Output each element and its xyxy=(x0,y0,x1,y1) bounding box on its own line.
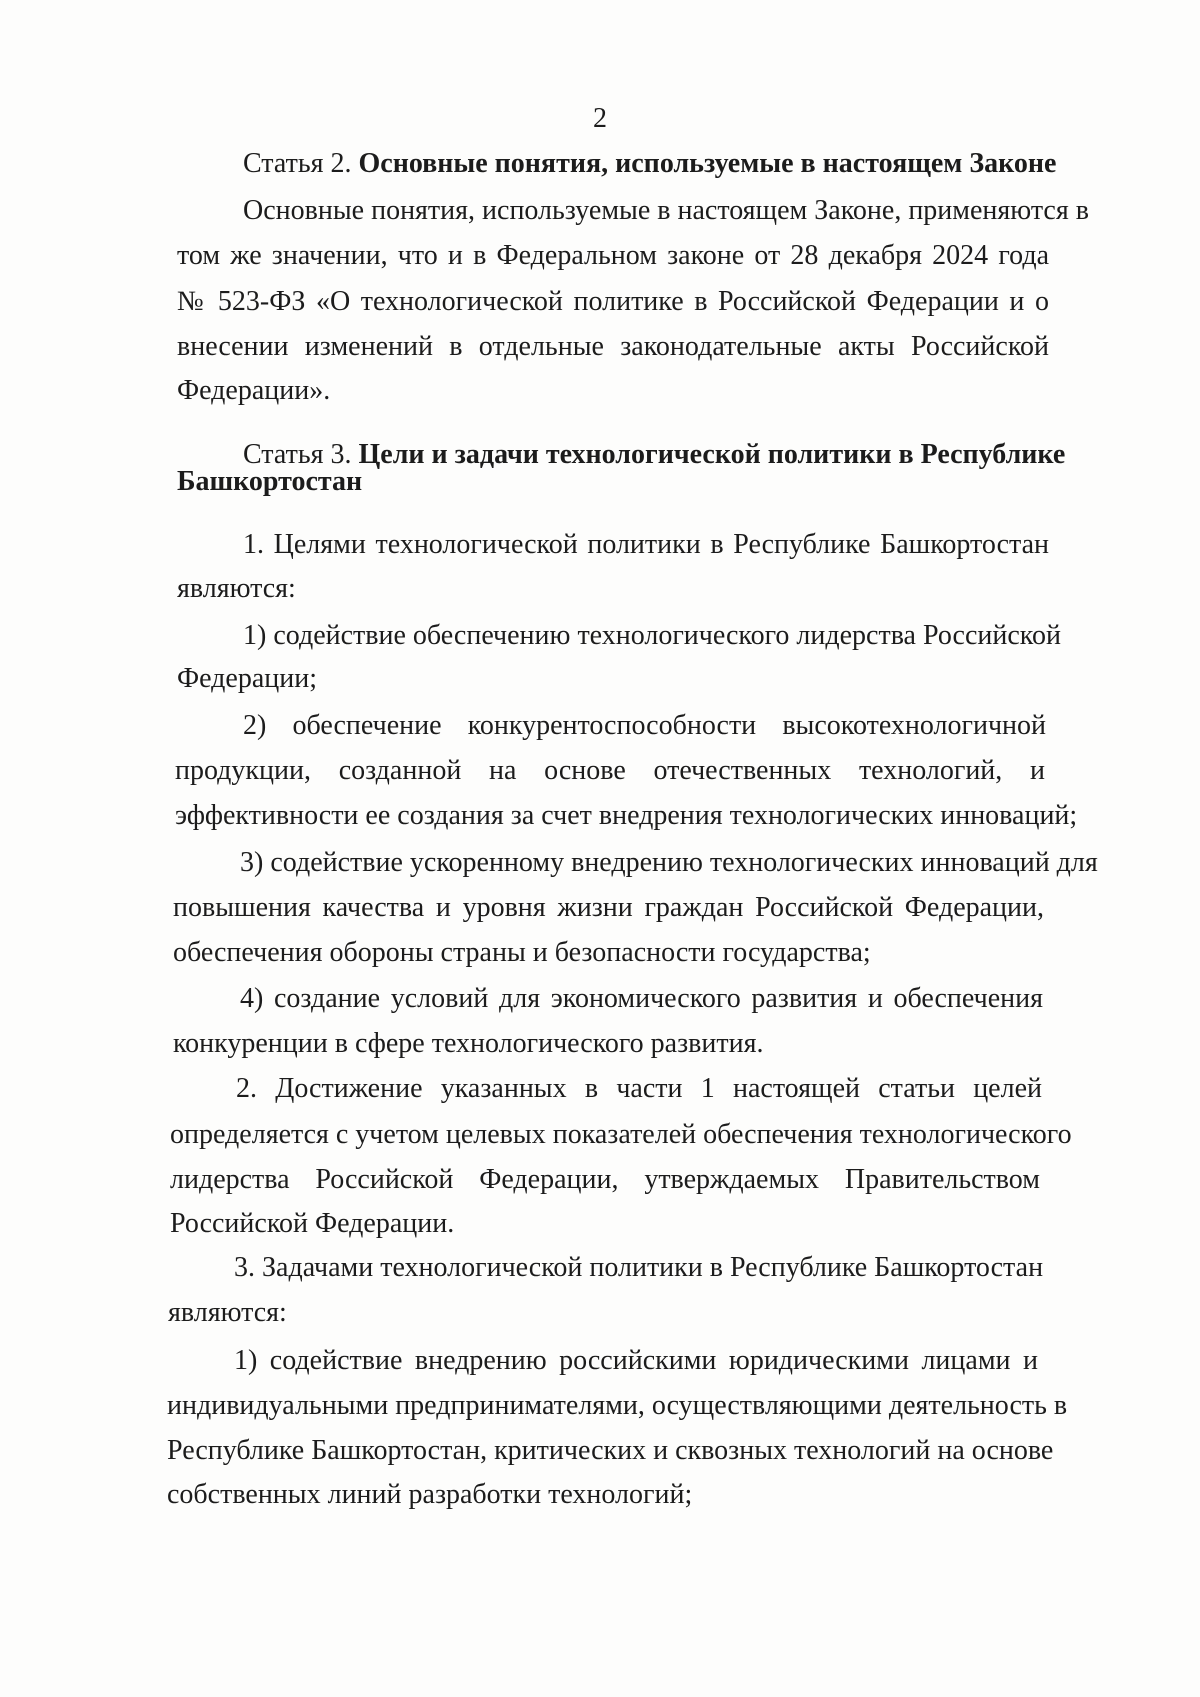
article-3-line: 2. Достижение указанных в части 1 настоящей статьи целей xyxy=(236,1073,1042,1104)
article-3-line: 1. Целями технологической политики в Республике Башкортостан xyxy=(243,529,1049,560)
article-3-line: Федерации; xyxy=(177,663,318,694)
article-3-line: 1) содействие внедрению российскими юридическими лицами и xyxy=(234,1345,1038,1376)
article-3-title-continued: Башкортостан xyxy=(177,466,363,497)
article-3-line: обеспечения обороны страны и безопасности государства; xyxy=(173,937,871,968)
article-3-line: продукции, созданной на основе отечественных технологий, и xyxy=(175,755,1045,786)
article-3-line: Российской Федерации. xyxy=(170,1208,455,1239)
article-3-line: конкуренции в сфере технологического развития. xyxy=(173,1028,764,1059)
article-2-title: Основные понятия, используемые в настоящем Законе xyxy=(358,148,1057,179)
article-3-title: Цели и задачи технологической политики в Республике xyxy=(358,439,1066,470)
article-3-line: являются: xyxy=(168,1297,287,1328)
article-2-prefix: Статья 2. xyxy=(243,148,352,179)
article-3-line: 3. Задачами технологической политики в Республике Башкортостан xyxy=(234,1252,1044,1283)
article-3-line: повышения качества и уровня жизни граждан Российской Федерации, xyxy=(173,892,1044,923)
article-2-heading xyxy=(243,141,1056,186)
article-3-line: 2) обеспечение конкурентоспособности высокотехнологичной xyxy=(243,710,1046,741)
article-3-line: являются: xyxy=(177,573,296,604)
article-3-line: 4) создание условий для экономического развития и обеспечения xyxy=(240,983,1043,1014)
article-2-line: Основные понятия, используемые в настоящем Законе, применяются в xyxy=(243,195,1089,226)
article-3-prefix: Статья 3. xyxy=(243,439,352,470)
article-2-line: внесении изменений в отдельные законодательные акты Российской xyxy=(177,331,1049,362)
page-number: 2 xyxy=(593,103,607,134)
article-3-line: 1) содействие обеспечению технологического лидерства Российской xyxy=(243,620,1061,651)
article-2-line: Федерации». xyxy=(177,375,331,406)
article-2-line: том же значении, что и в Федеральном законе от 28 декабря 2024 года xyxy=(177,240,1049,271)
article-3-heading xyxy=(243,432,1066,477)
article-3-line: 3) содействие ускоренному внедрению технологических инноваций для xyxy=(240,847,1098,878)
article-3-line: лидерства Российской Федерации, утверждаемых Правительством xyxy=(170,1164,1040,1195)
article-3-line: собственных линий разработки технологий; xyxy=(167,1479,693,1510)
article-2-line: № 523-ФЗ «О технологической политике в Российской Федерации и о xyxy=(177,286,1049,317)
article-3-line: определяется с учетом целевых показателей обеспечения технологического xyxy=(170,1119,1072,1150)
article-3-line: Республике Башкортостан, критических и сквозных технологий на основе xyxy=(167,1435,1054,1466)
article-3-line: индивидуальными предпринимателями, осуществляющими деятельность в xyxy=(167,1390,1068,1421)
article-3-line: эффективности ее создания за счет внедрения технологических инноваций; xyxy=(175,800,1078,831)
